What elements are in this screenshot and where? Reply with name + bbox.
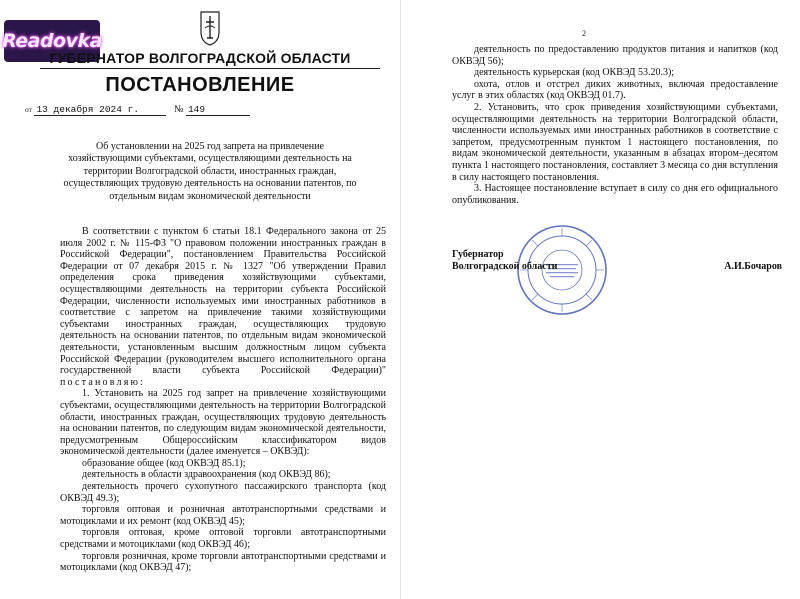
activity-item: торговля оптовая, кроме оптовой торговли автотранспортными средствами и мотоциклами (код ОКВЭД 46); bbox=[60, 527, 386, 551]
number-prefix: № bbox=[173, 104, 184, 115]
signatory-title-line-2: Волгоградской области bbox=[452, 261, 558, 272]
decree-word: постановляю: bbox=[60, 376, 146, 388]
document-page-2 bbox=[402, 0, 800, 599]
signature-block bbox=[452, 249, 782, 309]
date-value: 13 декабря 2024 г. bbox=[34, 104, 166, 116]
preamble-paragraph bbox=[60, 226, 386, 388]
watermark-logo: Readovka bbox=[4, 20, 100, 62]
signatory-title-line-1: Губернатор bbox=[452, 249, 504, 260]
document-subject: Об установлении на 2025 год запрета на привлечение хозяйствующими субъектами, осуществляющими деятельность на территории Волгоградской области, иностранных граждан, осуществляющих трудовую деятельность на основании патентов, по отдельным видам экономической деятельности bbox=[63, 141, 357, 202]
header-rule bbox=[40, 68, 380, 69]
document-body-page-1 bbox=[60, 226, 386, 574]
page-number: 2 bbox=[582, 29, 586, 38]
clause-2: 2. Установить, что срок приведения хозяйствующими субъектами, осуществляющими деятельность на территории Волгоградской области, численности используемых ими иностранных работников в соответствие с запретом, предусмотренным пунктом 1 настоящего постановления, по видам экономической деятельности, указанным в абзацах втором–десятом пункта 1 настоящего постановления, составляет 3 месяца со дня вступления в силу настоящего постановления. bbox=[452, 101, 778, 183]
activity-item: деятельность в области здравоохранения (код ОКВЭД 86); bbox=[82, 469, 331, 481]
activity-item: деятельность курьерская (код ОКВЭД 53.20.3); bbox=[474, 67, 675, 79]
document-type: ПОСТАНОВЛЕНИЕ bbox=[105, 74, 295, 96]
page-divider bbox=[400, 0, 401, 599]
activity-item: торговля розничная, кроме торговли автотранспортными средствами и мотоциклами (код ОКВЭД 47); bbox=[60, 550, 386, 574]
preamble-text: В соответствии с пунктом 6 статьи 18.1 Федерального закона от 25 июля 2002 г. № 115-ФЗ "О правовом положении иностранных граждан в Российской Федерации", постановлением Правительства Российской Федерации от 07 декабря 2015 г. № 1327 "Об утверждении Правил определения срока приведения хозяйствующими субъектами, осуществляющими деятельность на территории субъекта Российской Федерации, численности используемых ими иностранных работников в соответствие с запретом на привлечение такими хозяйствующими субъектами иностранных граждан, осуществляющих трудовую деятельность на основании патентов, по отдельным видам экономической деятельности, установленным высшим должностным лицом субъекта Российской Федерации (руководителем высшего исполнительного органа государственной власти субъекта Российской Федерации)" bbox=[60, 226, 386, 377]
clause-3: 3. Настоящее постановление вступает в силу со дня его официального опубликования. bbox=[452, 183, 778, 206]
activity-item: образование общее (код ОКВЭД 85.1); bbox=[82, 457, 246, 469]
activity-item: деятельность прочего сухопутного пассажирского транспорта (код ОКВЭД 49.3); bbox=[60, 481, 386, 504]
clause-1: 1. Установить на 2025 год запрет на привлечение хозяйствующими субъектами, осуществляющими деятельность на территории Волгоградской области, иностранных граждан, осуществляющих трудовую деятельность на основании патентов, по следующим видам экономической деятельности, предусмотренным Общероссийским классификатором видов экономической деятельности (далее именуется – ОКВЭД): bbox=[60, 388, 386, 458]
date-prefix: от bbox=[25, 105, 32, 114]
governor-title: ГУБЕРНАТОР ВОЛГОГРАДСКОЙ ОБЛАСТИ bbox=[49, 50, 351, 66]
number-value: 149 bbox=[186, 104, 250, 116]
date-number-line bbox=[25, 104, 250, 116]
signatory-title bbox=[452, 249, 557, 273]
signatory-name: А.И.Бочаров bbox=[724, 261, 782, 272]
activity-item: охота, отлов и отстрел диких животных, включая предоставление услуг в этих областях (код ОКВЭД 01.7). bbox=[452, 78, 778, 102]
activity-item: деятельность по предоставлению продуктов питания и напитков (код ОКВЭД 56); bbox=[452, 44, 778, 67]
coat-of-arms-icon bbox=[199, 10, 221, 46]
activity-item: торговля оптовая и розничная автотранспортными средствами и мотоциклами и их ремонт (код ОКВЭД 45); bbox=[60, 504, 386, 527]
document-body-page-2 bbox=[452, 44, 778, 206]
